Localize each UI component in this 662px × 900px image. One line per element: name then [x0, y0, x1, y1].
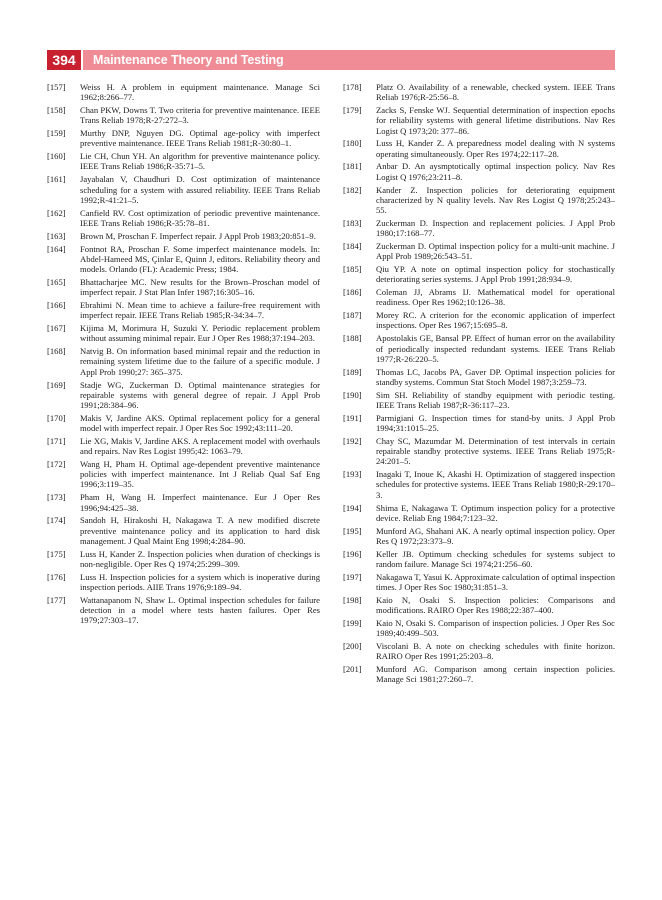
reference-entry [343, 161, 615, 181]
reference-text: Platz O. Availability of a renewable, checked system. IEEE Trans Reliab 1976;R-25:56–8. [376, 82, 615, 103]
reference-entry [47, 572, 320, 592]
reference-number: [179] [343, 105, 362, 116]
reference-number: [170] [47, 412, 66, 423]
reference-entry [343, 549, 615, 569]
reference-text: Zuckerman D. Optimal inspection policy for a multi-unit machine. J Appl Prob 1989;26:543–51. [376, 240, 615, 262]
reference-text: Wang H, Pham H. Optimal age-dependent preventive maintenance policies with imperfect maintenance. Int J Reliab Qual Saf Eng 1996;3:119–35. [80, 459, 320, 490]
reference-entry [47, 151, 320, 171]
reference-number: [161] [47, 174, 66, 185]
reference-text: Brown M, Proschan F. Imperfect repair. J Appl Prob 1983;20:851–9. [80, 230, 316, 241]
reference-number: [160] [47, 151, 66, 162]
reference-text: Chan PKW, Downs T. Two criteria for preventive maintenance. IEEE Trans Reliab 1978;R-27:272–3. [80, 105, 320, 126]
reference-number: [177] [47, 594, 66, 605]
reference-entry [343, 390, 615, 410]
reference-number: [172] [47, 459, 66, 470]
reference-entry [343, 413, 615, 433]
reference-entry [343, 105, 615, 136]
reference-number: [193] [343, 469, 362, 480]
reference-entry [343, 503, 615, 523]
reference-text: Kaio N, Osaki S. Inspection policies: Comparisons and modifications. RAIRO Oper Res 1988;22:387–400. [376, 594, 615, 616]
reference-text: Parmigiani G. Inspection times for stand-by units. J Appl Prob 1994;31:1015–25. [376, 412, 615, 434]
reference-text: Kijima M, Morimura H, Suzuki Y. Periodic replacement problem without assuming minimal repair. Eur J Oper Res 1988;37:194–203. [80, 323, 320, 344]
reference-text: Wattanapanom N, Shaw L. Optimal inspection schedules for failure detection in a model where tests hasten failures. Oper Res 1979;27:303–17. [80, 594, 320, 626]
reference-text: Weiss H. A problem in equipment maintenance. Manage Sci 1962;8:266–77. [80, 82, 320, 103]
reference-entry [47, 174, 320, 205]
reference-entry [343, 241, 615, 261]
reference-number: [171] [47, 435, 66, 446]
reference-number: [196] [343, 548, 362, 559]
running-header-bar [83, 50, 615, 70]
reference-number: [200] [343, 641, 362, 652]
reference-number: [185] [343, 264, 362, 275]
reference-number: [199] [343, 617, 362, 628]
reference-number: [159] [47, 128, 66, 139]
reference-number: [175] [47, 548, 66, 559]
reference-entry [343, 82, 615, 102]
reference-number: [166] [47, 300, 66, 311]
reference-number: [168] [47, 346, 66, 357]
reference-number: [187] [343, 310, 362, 321]
reference-text: Inagaki T, Inoue K, Akashi H. Optimization of staggered inspection schedules for protective systems. IEEE Trans Reliab 1980;R-29:170–3. [376, 469, 615, 500]
reference-number: [173] [47, 492, 66, 503]
reference-entry [47, 595, 320, 626]
reference-text: Luss H, Kander Z. Inspection policies when duration of checkings is non-negligible. Oper Res Q 1974;25:299–309. [80, 548, 320, 569]
reference-number: [195] [343, 525, 362, 536]
reference-entry [343, 436, 615, 467]
reference-entry [343, 595, 615, 615]
reference-number: [201] [343, 664, 362, 675]
reference-entry [47, 492, 320, 512]
reference-number: [191] [343, 412, 362, 423]
reference-number: [188] [343, 333, 362, 344]
reference-number: [197] [343, 571, 362, 582]
reference-number: [165] [47, 276, 66, 287]
reference-text: Chay SC, Mazumdar M. Determination of test intervals in certain repairable standby protective systems. IEEE Trans Reliab 1975;R-24:201–5. [376, 435, 615, 467]
reference-entry [47, 515, 320, 546]
reference-entry [343, 367, 615, 387]
reference-number: [190] [343, 389, 362, 400]
reference-text: Zuckerman D. Inspection and replacement policies. J Appl Prob 1980;17:168–77. [376, 217, 615, 239]
reference-text: Sandoh H, Hirakoshi H, Nakagawa T. A new modified discrete preventive maintenance policy and its application to hard disk management. J Qual Maint Eng 1998;4:284–90. [80, 515, 320, 546]
reference-entry [47, 244, 320, 275]
reference-number: [162] [47, 207, 66, 218]
reference-text: Keller JB. Optimum checking schedules for systems subject to random failure. Manage Sci 1974;21:256–60. [376, 548, 615, 569]
running-header-title: Maintenance Theory and Testing [93, 53, 284, 67]
reference-text: Thomas LC, Jacobs PA, Gaver DP. Optimal inspection policies for standby systems. Commun Stat Stoch Model 1987;3:259–73. [376, 366, 615, 387]
reference-entry [47, 300, 320, 320]
reference-entry [343, 185, 615, 216]
reference-text: Munford AG, Shahani AK. A nearly optimal inspection policy. Oper Res Q 1972;23:373–9. [376, 525, 615, 546]
reference-number: [184] [343, 240, 362, 251]
reference-text: Kaio N, Osaki S. Comparison of inspection policies. J Oper Res Soc 1989;40:499–503. [376, 617, 615, 639]
reference-number: [192] [343, 435, 362, 446]
reference-entry [47, 231, 320, 241]
reference-text: Nakagawa T, Yasui K. Approximate calculation of optimal inspection times. J Oper Res Soc 1980;31:851–3. [376, 571, 615, 592]
reference-number: [178] [343, 82, 362, 92]
reference-entry [47, 82, 320, 102]
reference-text: Viscolani B. A note on checking schedules with finite horizon. RAIRO Oper Res 1991;25:203–8. [376, 641, 615, 662]
reference-entry [47, 323, 320, 343]
reference-entry [343, 264, 615, 284]
reference-number: [164] [47, 243, 66, 254]
reference-entry [343, 469, 615, 500]
reference-number: [194] [343, 502, 362, 513]
reference-entry [343, 618, 615, 638]
reference-text: Lie XG, Makis V, Jardine AKS. A replacement model with overhauls and repairs. Nav Res Logist 1995;42: 1063–79. [80, 435, 320, 457]
references-column-right [343, 82, 615, 687]
reference-entry [343, 333, 615, 364]
reference-text: Munford AG. Comparison among certain inspection policies. Manage Sci 1981;27:260–7. [376, 664, 615, 685]
reference-entry [343, 310, 615, 330]
reference-text: Lie CH, Chun YH. An algorithm for preventive maintenance policy. IEEE Trans Reliab 1986;R-35:71–5. [80, 151, 320, 172]
reference-text: Anbar D. An aysmptotically optimal inspection policy. Nav Res Logist Q 1976;23:211–8. [376, 161, 615, 182]
reference-text: Murthy DNP, Nguyen DG. Optimal age-policy with imperfect preventive maintenance. IEEE Trans Reliab 1981;R-30:80–1. [80, 128, 320, 149]
reference-entry [47, 459, 320, 490]
reference-text: Fontnot RA, Proschan F. Some imperfect maintenance models. In: Abdel-Hameed MS, Çinlar E, Quinn J, editors. Reliability theory and models. Orlando (FL): Academic Press; 1984. [80, 243, 320, 275]
reference-number: [158] [47, 105, 66, 116]
reference-text: Morey RC. A criterion for the economic application of imperfect inspections. Oper Res 1967;15:695–8. [376, 310, 615, 331]
reference-text: Pham H, Wang H. Imperfect maintenance. Eur J Oper Res 1996;94:425–38. [80, 492, 320, 513]
reference-number: [157] [47, 82, 66, 92]
reference-entry [47, 128, 320, 148]
reference-number: [183] [343, 217, 362, 228]
reference-text: Stadje WG, Zuckerman D. Optimal maintenance strategies for repairable systems with general degree of repair. J Appl Prob 1991;28:384–96. [80, 379, 320, 410]
reference-text: Bhattacharjee MC. New results for the Brown–Proschan model of imperfect repair. J Stat Plan Infer 1987;16:305–16. [80, 276, 320, 298]
reference-entry [47, 380, 320, 411]
reference-number: [182] [343, 184, 362, 195]
reference-entry [343, 526, 615, 546]
reference-entry [343, 572, 615, 592]
reference-text: Shima E, Nakagawa T. Optimum inspection policy for a protective device. Reliab Eng 1984;7:123–32. [376, 502, 615, 523]
reference-text: Jayabalan V, Chaudhuri D. Cost optimization of maintenance scheduling for a system with assured reliability. IEEE Trans Reliab 1992;R-41:21–5. [80, 174, 320, 205]
reference-number: [198] [343, 594, 362, 605]
reference-text: Luss H. Inspection policies for a system which is inoperative during inspection periods. AIIE Trans 1976;9:189–94. [80, 571, 320, 592]
reference-entry [47, 549, 320, 569]
reference-number: [181] [343, 161, 362, 172]
reference-entry [343, 138, 615, 158]
reference-number: [186] [343, 287, 362, 298]
reference-entry [47, 436, 320, 456]
reference-entry [343, 287, 615, 307]
reference-entry [47, 105, 320, 125]
page-number: 394 [47, 50, 81, 70]
reference-entry [343, 664, 615, 684]
reference-text: Qiu YP. A note on optimal inspection policy for stochastically deteriorating series systems. J Appl Prob 1991;28:934–9. [376, 264, 615, 285]
reference-text: Sim SH. Reliability of standby equipment with periodic testing. IEEE Trans Reliab 1987;R-36:117–23. [376, 389, 615, 410]
reference-entry [47, 346, 320, 377]
reference-text: Apostolakis GE, Bansal PP. Effect of human error on the availability of periodically inspected redundant systems. IEEE Trans Reliab 1977;R-26:220–5. [376, 333, 615, 364]
reference-entry [343, 641, 615, 661]
reference-text: Kander Z. Inspection policies for deteriorating equipment characterized by N quality levels. Nav Res Logist Q 1978;25:243–55. [376, 184, 615, 215]
reference-number: [169] [47, 379, 66, 390]
references-column-left [47, 82, 320, 628]
reference-text: Makis V, Jardine AKS. Optimal replacement policy for a general model with imperfect repair. J Oper Res Soc 1992;43:111–20. [80, 412, 320, 434]
reference-text: Canfield RV. Cost optimization of periodic preventive maintenance. IEEE Trans Reliab 1986;R-35:78–81. [80, 207, 320, 228]
reference-number: [167] [47, 323, 66, 334]
reference-entry [47, 413, 320, 433]
reference-text: Ebrahimi N. Mean time to achieve a failure-free requirement with imperfect repair. IEEE Trans Reliab 1985;R-34:34–7. [80, 300, 320, 321]
reference-number: [176] [47, 571, 66, 582]
reference-number: [174] [47, 515, 66, 526]
reference-entry [47, 277, 320, 297]
reference-entry [343, 218, 615, 238]
reference-text: Coleman JJ, Abrams IJ. Mathematical model for operational readiness. Oper Res 1962;10:126–38. [376, 287, 615, 308]
page-header [0, 50, 662, 70]
reference-number: [189] [343, 366, 362, 377]
reference-number: [163] [47, 230, 66, 241]
reference-text: Zacks S, Fenske WJ. Sequential determination of inspection epochs for reliability systems with general lifetime distributions. Nav Res Logist Q 1973;20: 377–86. [376, 105, 615, 136]
reference-text: Natvig B. On information based minimal repair and the reduction in remaining system lifetime due to the failure of a specific module. J Appl Prob 1990;27: 365–375. [80, 346, 320, 377]
reference-entry [47, 208, 320, 228]
reference-text: Luss H, Kander Z. A preparedness model dealing with N systems operating simultaneously. Oper Res 1974;22:117–28. [376, 138, 615, 159]
reference-number: [180] [343, 138, 362, 149]
